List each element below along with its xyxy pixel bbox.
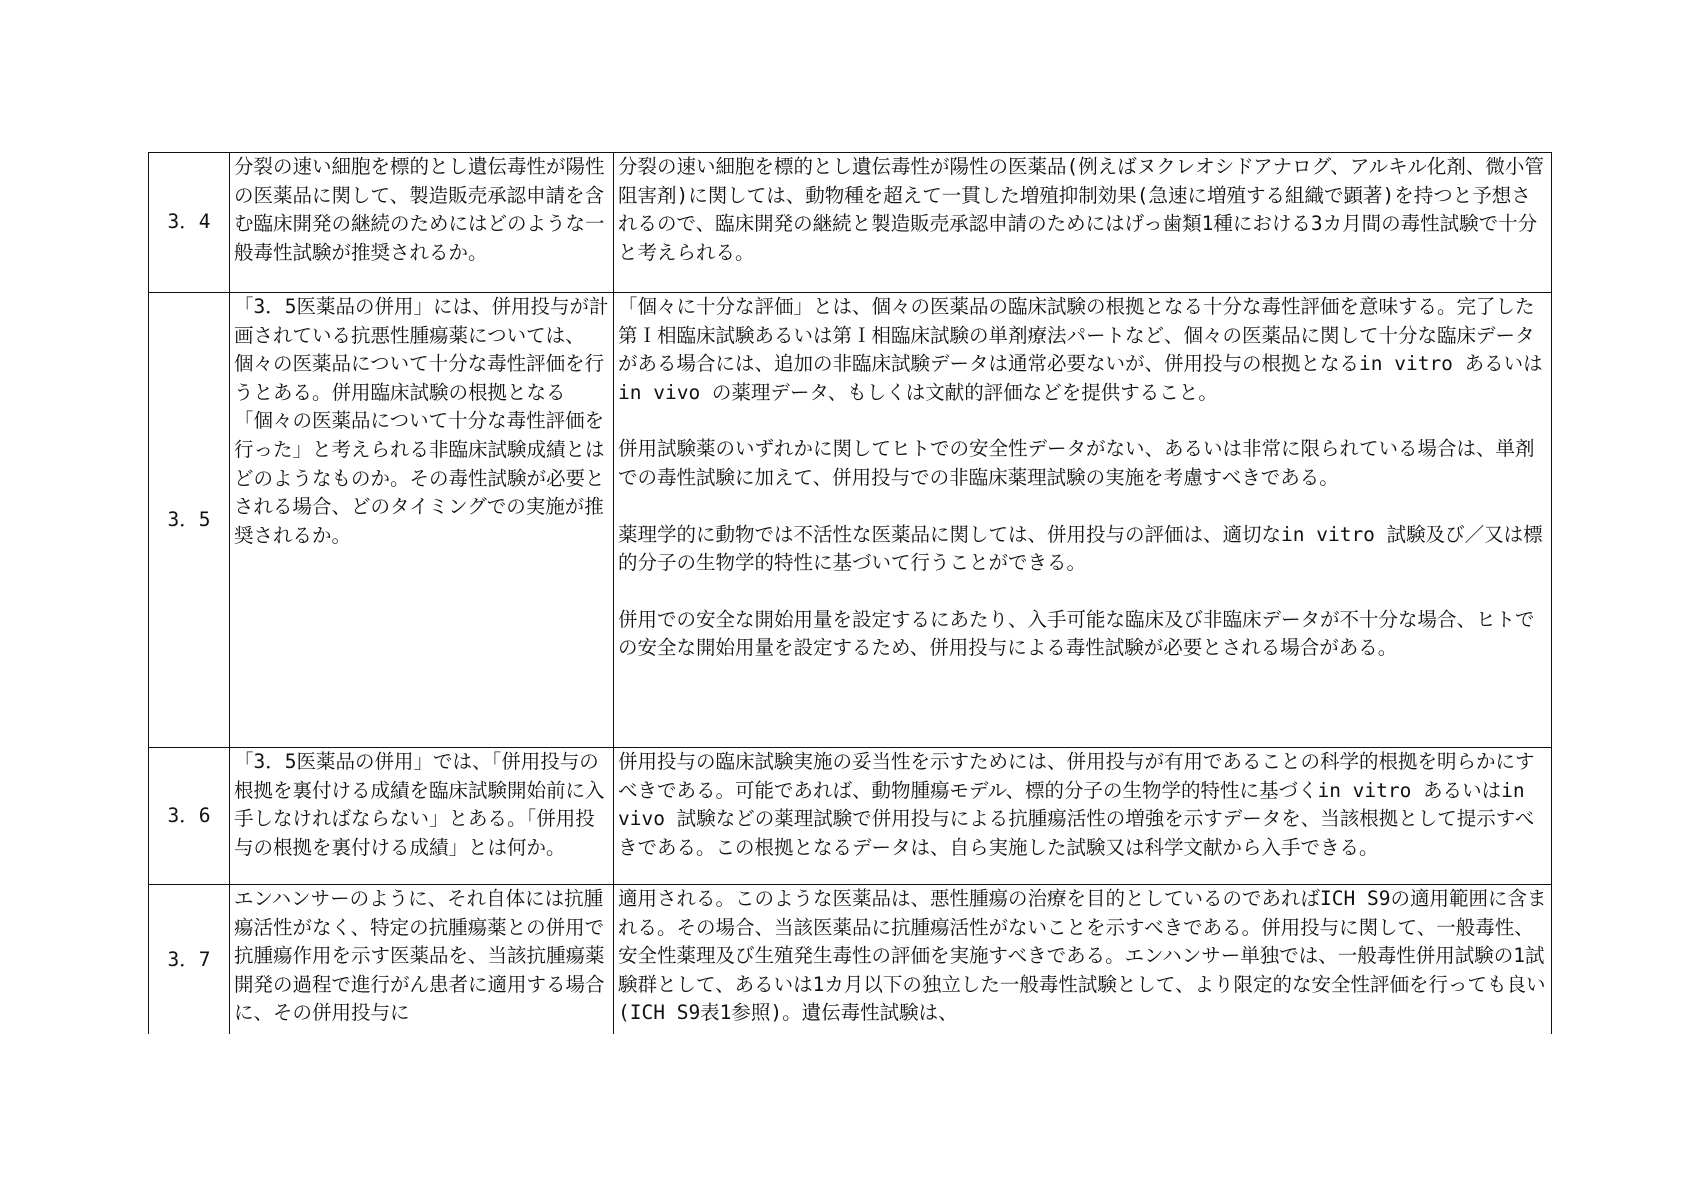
answer-paragraph: 併用試験薬のいずれかに関してヒトでの安全性データがない、あるいは非常に限られている場合は、単剤での毒性試験に加えて、併用投与での非臨床薬理試験の実施を考慮すべきである。 — [618, 437, 1535, 489]
answer-paragraph: 併用投与の臨床試験実施の妥当性を示すためには、併用投与が有用であることの科学的根拠を明らかにすべきである。可能であれば、動物腫瘍モデル、標的分子の生物学的特性に基づくin vitro あるいはin vivo 試験などの薬理試験で併用投与による抗腫瘍活性の増強を示すデータを、当該根拠として提示すべきである。この根拠となるデータは、自ら実施した試験又は科学文献から入手できる。 — [618, 750, 1535, 859]
question-cell: 「3．5医薬品の併用」では、「併用投与の根拠を裏付ける成績を臨床試験開始前に入手しなければならない」とある。「併用投与の根拠を裏付ける成績」とは何か。 — [230, 748, 614, 885]
page-bottom-margin — [0, 1034, 1695, 1187]
answer-paragraph: 適用される。このような医薬品は、悪性腫瘍の治療を目的としているのであればICH S9の適用範囲に含まれる。その場合、当該医薬品に抗腫瘍活性がないことを示すべきである。併用投与に関して、一般毒性、安全性薬理及び生殖発生毒性の評価を実施すべきである。エンハンサー単独では、一般毒性併用試験の1試験群として、あるいは1カ月以下の独立した一般毒性試験として、より限定的な安全性評価を行っても良い(ICH S9表1参照)。遺伝毒性試験は、 — [618, 887, 1547, 1025]
question-cell: 分裂の速い細胞を標的とし遺伝毒性が陽性の医薬品に関して、製造販売承認申請を含む臨床開発の継続のためにはどのような一般毒性試験が推奨されるか。 — [230, 153, 614, 293]
answer-paragraph: 薬理学的に動物では不活性な医薬品に関しては、併用投与の評価は、適切なin vitro 試験及び／又は標的分子の生物学的特性に基づいて行うことができる。 — [618, 522, 1543, 575]
question-cell: 「3．5医薬品の併用」には、併用投与が計画されている抗悪性腫瘍薬については、個々の医薬品について十分な毒性評価を行うとある。併用臨床試験の根拠となる「個々の医薬品について十分な毒性評価を行った」と考えられる非臨床試験成績とはどのようなものか。その毒性試験が必要とされる場合、どのタイミングでの実施が推奨されるか。 — [230, 293, 614, 748]
item-number: 3．6 — [149, 748, 230, 885]
answer-paragraph: 「個々に十分な評価」とは、個々の医薬品の臨床試験の根拠となる十分な毒性評価を意味する。完了した第Ｉ相臨床試験あるいは第Ｉ相臨床試験の単剤療法パートなど、個々の医薬品に関して十分な臨床データがある場合には、追加の非臨床試験データは通常必要ないが、併用投与の根拠となるin vitro あるいはin vivo の薬理データ、もしくは文献的評価などを提供すること。 — [618, 295, 1543, 404]
item-number: 3．5 — [149, 293, 230, 748]
item-number: 3．7 — [149, 885, 230, 1037]
question-cell: エンハンサーのように、それ自体には抗腫瘍活性がなく、特定の抗腫瘍薬との併用で抗腫瘍作用を示す医薬品を、当該抗腫瘍薬開発の過程で進行がん患者に適用する場合に、その併用投与に — [230, 885, 614, 1037]
answer-paragraph: 併用での安全な開始用量を設定するにあたり、入手可能な臨床及び非臨床データが不十分な場合、ヒトでの安全な開始用量を設定するため、併用投与による毒性試験が必要とされる場合がある。 — [618, 607, 1535, 660]
table-row — [149, 293, 1552, 748]
item-number: 3．4 — [149, 153, 230, 293]
answer-paragraph: 分裂の速い細胞を標的とし遺伝毒性が陽性の医薬品(例えばヌクレオシドアナログ、アルキル化剤、微小管阻害剤)に関しては、動物種を超えて一貫した増殖抑制効果(急速に増殖する組織で顕著)を持つと予想されるので、臨床開発の継続と製造販売承認申請のためにはげっ歯類1種における3カ月間の毒性試験で十分と考えられる。 — [618, 155, 1544, 264]
qa-table — [148, 152, 1552, 1037]
table-row — [149, 153, 1552, 293]
table-row — [149, 748, 1552, 885]
answer-cell — [614, 153, 1552, 293]
answer-cell — [614, 293, 1552, 748]
answer-cell — [614, 748, 1552, 885]
answer-cell — [614, 885, 1552, 1037]
table-row — [149, 885, 1552, 1037]
